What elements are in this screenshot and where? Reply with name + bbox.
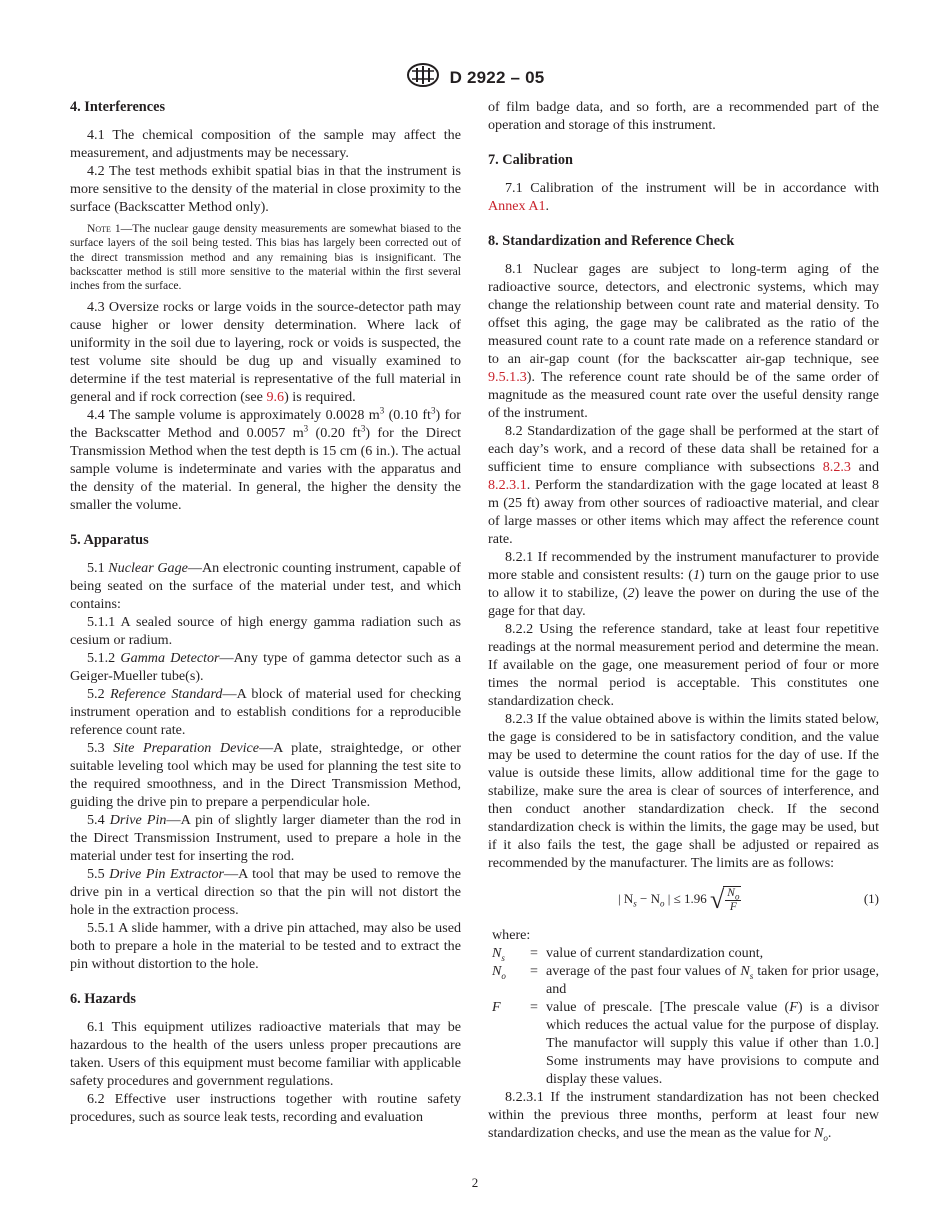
equation-number: (1) — [863, 891, 879, 906]
paragraph-5-3: 5.3 Site Preparation Device—A plate, straightedge, or other suitable leveling tool which may be used for planning the test site to the required smoothness, and in the Direct Transmission Method, guiding the drive pin to prepare a perpendicular hole. — [70, 740, 462, 811]
section-heading-standardization: 8. Standardization and Reference Check — [488, 233, 735, 249]
link-8-2-3[interactable]: 8.2.3 — [822, 459, 851, 475]
paragraph-8-1: 8.1 Nuclear gages are subject to long-term aging of the radioactive source, detectors, and electronic systems, which may change the relationship between count rate and material density. To offset this aging, the gage may be calibrated as the ratio of the measured count rate to a count rate made on a reference standard or to an air-gap count (for the backscatter air-gap technique, see 9.5.1.3). The reference count rate should be of the same order of magnitude as the measured count rate over the useful density range of the instrument. — [488, 261, 879, 421]
paragraph-8-2-2: 8.2.2 Using the reference standard, take at least four repetitive readings at the normal measurement period and determine the mean. If available on the gage, one measurement period of four or more times the normal period is acceptable. This constitutes one standardization check. — [488, 621, 879, 709]
where-label: where: — [492, 927, 531, 943]
page-header — [0, 62, 950, 93]
paragraph-4-1: 4.1 The chemical composition of the sample may affect the measurement, and adjustments may be necessary. — [70, 127, 461, 161]
paragraph-7-1: 7.1 Calibration of the instrument will be in accordance with Annex A1. — [488, 180, 879, 214]
paragraph-4-3: 4.3 Oversize rocks or large voids in the source-detector path may cause higher or lower density determination. Where lack of uniformity in the soil due to layering, rock or voids is suspected, the test volume site should be dug up and visually examined to determine if the test material is representative of the full material in general and if rock correction (see 9.6) is required. — [70, 299, 461, 406]
section-heading-interferences: 4. Interferences — [70, 99, 166, 115]
paragraph-5-1: 5.1 Nuclear Gage—An electronic counting instrument, capable of being seated on the surface of the material under test, and which contains: — [70, 560, 461, 613]
link-annex-a1[interactable]: Annex A1 — [488, 198, 546, 214]
link-9-5-1-3[interactable]: 9.5.1.3 — [488, 369, 527, 385]
section-heading-apparatus: 5. Apparatus — [70, 532, 149, 549]
paragraph-6-2-continued: of film badge data, and so forth, are a recommended part of the operation and storage of this instrument. — [488, 99, 879, 133]
link-9-6[interactable]: 9.6 — [266, 389, 285, 406]
paragraph-5-2: 5.2 Reference Standard—A block of material used for checking instrument operation and to establish conditions for a reproducible reference count rate. — [70, 686, 461, 739]
definition-item: $N_o$ = average of the past four values of $N_s$ taken for prior usage, and — [492, 963, 879, 997]
right-column — [488, 98, 879, 1142]
definitions-list — [488, 944, 879, 1088]
paragraph-5-5: 5.5 Drive Pin Extractor—A tool that may be used to remove the drive pin in a vertical direction so that the pin will not distort the hole in the extraction process. — [70, 866, 462, 919]
document-title: D 2922 – 05 — [449, 67, 545, 87]
paragraph-6-1: 6.1 This equipment utilizes radioactive materials that may be hazardous to the health of the users unless proper precautions are taken. Users of this equipment must become familiar with applicable safety procedures and government regulations. — [70, 1019, 461, 1090]
square-root-icon: √ — [710, 885, 725, 914]
paragraph-5-4: 5.4 Drive Pin—A pin of slightly larger diameter than the rod in the Direct Transmission Instrument, used to prepare a hole in the material under test for inserting the rod. — [70, 812, 462, 865]
paragraph-5-5-1: 5.5.1 A slide hammer, with a drive pin attached, may also be used both to prepare a hole in the material to be tested and to extract the pin without distortion to the hole. — [70, 920, 461, 973]
left-column — [70, 98, 461, 1126]
section-heading-calibration: 7. Calibration — [488, 152, 573, 168]
note-label: Note 1 — [87, 222, 121, 235]
paragraph-8-2-1: 8.2.1 If recommended by the instrument manufacturer to provide more stable and consistent results: (1) turn on the gauge prior to use to allow it to stabilize, (2) leave the power on during the use of the gage for that day. — [488, 549, 880, 619]
paragraph-4-2: 4.2 The test methods exhibit spatial bias in that the instrument is more sensitive to the density of the material in close proximity to the surface (Backscatter Method only). — [70, 163, 461, 215]
astm-logo-icon — [406, 62, 440, 93]
link-8-2-3-1[interactable]: 8.2.3.1 — [488, 477, 527, 493]
paragraph-5-1-2: 5.1.2 Gamma Detector—Any type of gamma detector such as a Geiger-Mueller tube(s). — [70, 650, 461, 685]
section-heading-hazards: 6. Hazards — [70, 991, 136, 1008]
definition-item: $N_s$ = value of current standardization count, — [492, 945, 764, 963]
paragraph-6-2: 6.2 Effective user instructions together with routine safety procedures, such as source leak tests, recording and evaluation — [70, 1091, 461, 1126]
paragraph-5-1-1: 5.1.1 A sealed source of high energy gamma radiation such as cesium or radium. — [70, 614, 461, 649]
note-1 — [70, 222, 461, 293]
paragraph-8-2-3-1: 8.2.3.1 If the instrument standardization has not been checked within the previous three months, perform at least four new standardization checks, and use the mean as the value for $N_o$. — [488, 1089, 879, 1143]
paragraph-4-4: 4.4 The sample volume is approximately 0.0028 $m^3$ (0.10 $ft^3$) for the Backscatter Method and 0.0057 $m^3$ (0.20 $ft^3$) for the Direct Transmission Method when the test depth is 15 cm (6 in.). The actual sample volume is indeterminate and varies with the apparatus and the density of the material. In general, the higher the density the smaller the volume. — [70, 405, 461, 514]
paragraph-8-2-3: 8.2.3 If the value obtained above is within the limits stated below, the gage is considered to be in satisfactory condition, and the value may be used to determine the count ratios for the day of use. If the value is outside these limits, allow additional time for the gage to stabilize, make sure the area is clear of sources of interference, and then conduct another standardization check. If the second standardization check is within the limits, the gage may be used, but if it also fails the test, the gage shall be adjusted or repaired as recommended by the manufacturer. The limits are as follows: — [488, 711, 879, 871]
definition-item: F = value of prescale. [The prescale value (F) is a divisor which reduces the actual value for the purpose of display. The manufactor will supply this value if other than 1.0.] Some instruments may have provisions to compute and display these values. — [492, 999, 879, 1087]
page-number: 2 — [471, 1175, 479, 1190]
note-text: —The nuclear gauge density measurements are somewhat biased to the surface layers of the soil being tested. This bias has largely been corrected out of the direct transmission method and any remaining bias is insignificant. The backscatter method is still more sensitive to the material within the first several inches from the surface. — [70, 222, 461, 293]
equation-expression: | $N_s - N_o$ | ≤ 1.96 √ $\frac{N_o}{F}$ — [618, 885, 740, 914]
paragraph-8-2: 8.2 Standardization of the gage shall be performed at the start of each day’s work, and a record of these data shall be retained for a sufficient time to ensure compliance with subsections 8.2.3 and 8.2.3.1. Perform the standardization with the gage located at least 8 m (25 ft) away from other sources of radioactive material, and clear of large masses or other items which may affect the reference count rate. — [488, 423, 879, 547]
equation-1 — [488, 878, 879, 918]
